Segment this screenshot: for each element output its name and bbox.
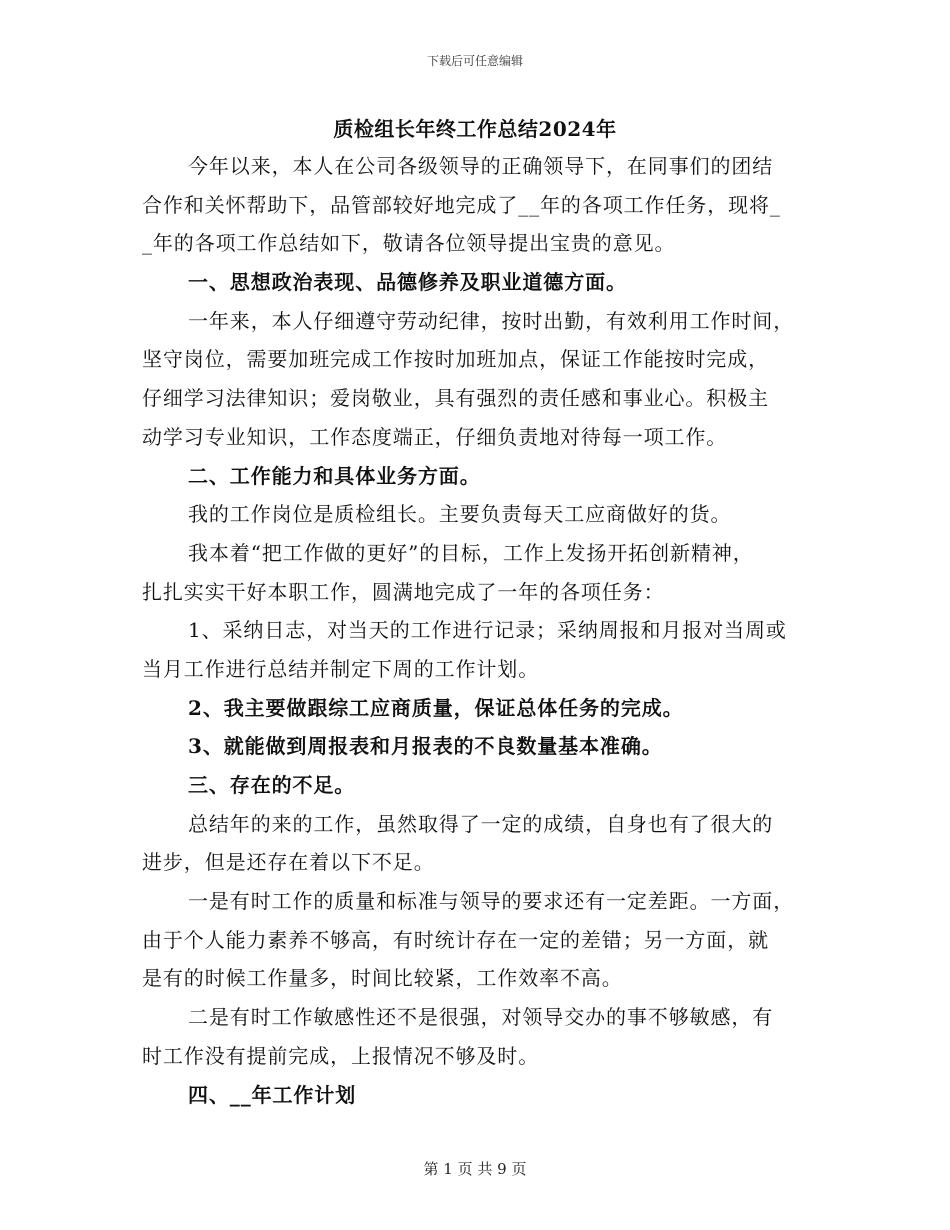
- list-item: 3、就能做到周报表和月报表的不良数量基本准确。: [188, 734, 663, 759]
- paragraph-line: 总结年的来的工作，虽然取得了一定的成绩，自身也有了很大的: [188, 811, 774, 836]
- paragraph-line: 扎扎实实干好本职工作，圆满地完成了一年的各项任务：: [142, 579, 665, 604]
- section-heading: 一、思想政治表现、品德修养及职业道德方面。: [188, 270, 627, 295]
- paragraph-line: 一是有时工作的质量和标准与领导的要求还有一定差距。一方面，: [188, 889, 795, 914]
- paragraph-line: 我本着“把工作做的更好”的目标，工作上发扬开拓创新精神，: [188, 540, 754, 565]
- document-body: [142, 147, 810, 1114]
- paragraph-line: _年的各项工作总结如下，敬请各位领导提出宝贵的意见。: [142, 231, 676, 256]
- page-number-footer: 第 1 页 共 9 页: [423, 1160, 527, 1178]
- paragraph-line: 当月工作进行总结并制定下周的工作计划。: [142, 656, 540, 681]
- paragraph-line: 是有的时候工作量多，时间比较紧，工作效率不高。: [142, 966, 623, 991]
- paragraph-line: 时工作没有提前完成，上报情况不够及时。: [142, 1043, 540, 1068]
- section-heading: 三、存在的不足。: [188, 773, 356, 797]
- paragraph-line: 合作和关怀帮助下，品管部较好地完成了__年的各项工作任务，现将_: [142, 192, 781, 217]
- section-heading: 四、__年工作计划: [188, 1082, 357, 1107]
- paragraph-line: 进步，但是还存在着以下不足。: [142, 850, 435, 875]
- paragraph-line: 动学习专业知识，工作态度端正，仔细负责地对待每一项工作。: [142, 424, 728, 449]
- section-heading: 二、工作能力和具体业务方面。: [188, 463, 481, 488]
- paragraph-line: 一年来，本人仔细遵守劳动纪律，按时出勤，有效利用工作时间，: [188, 308, 795, 333]
- document-title: 质检组长年终工作总结2024年: [333, 117, 617, 141]
- list-item: 2、我主要做跟综工应商质量，保证总体任务的完成。: [188, 695, 684, 720]
- paragraph-line: 今年以来，本人在公司各级领导的正确领导下，在同事们的团结: [188, 154, 774, 178]
- list-item: 1、采纳日志，对当天的工作进行记录；采纳周报和月报对当周或: [188, 618, 787, 643]
- paragraph-line: 由于个人能力素养不够高，有时统计存在一定的差错；另一方面，就: [142, 927, 769, 952]
- paragraph-line: 坚守岗位，需要加班完成工作按时加班加点，保证工作能按时完成，: [142, 347, 769, 372]
- paragraph-line: 我的工作岗位是质检组长。主要负责每天工应商做好的货。: [188, 502, 732, 527]
- paragraph-line: 仔细学习法律知识；爱岗敬业，具有强烈的责任感和事业心。积极主: [142, 386, 769, 411]
- header-note: 下载后可任意编辑: [426, 54, 523, 68]
- paragraph-line: 二是有时工作敏感性还不是很强，对领导交办的事不够敏感，有: [188, 1005, 774, 1030]
